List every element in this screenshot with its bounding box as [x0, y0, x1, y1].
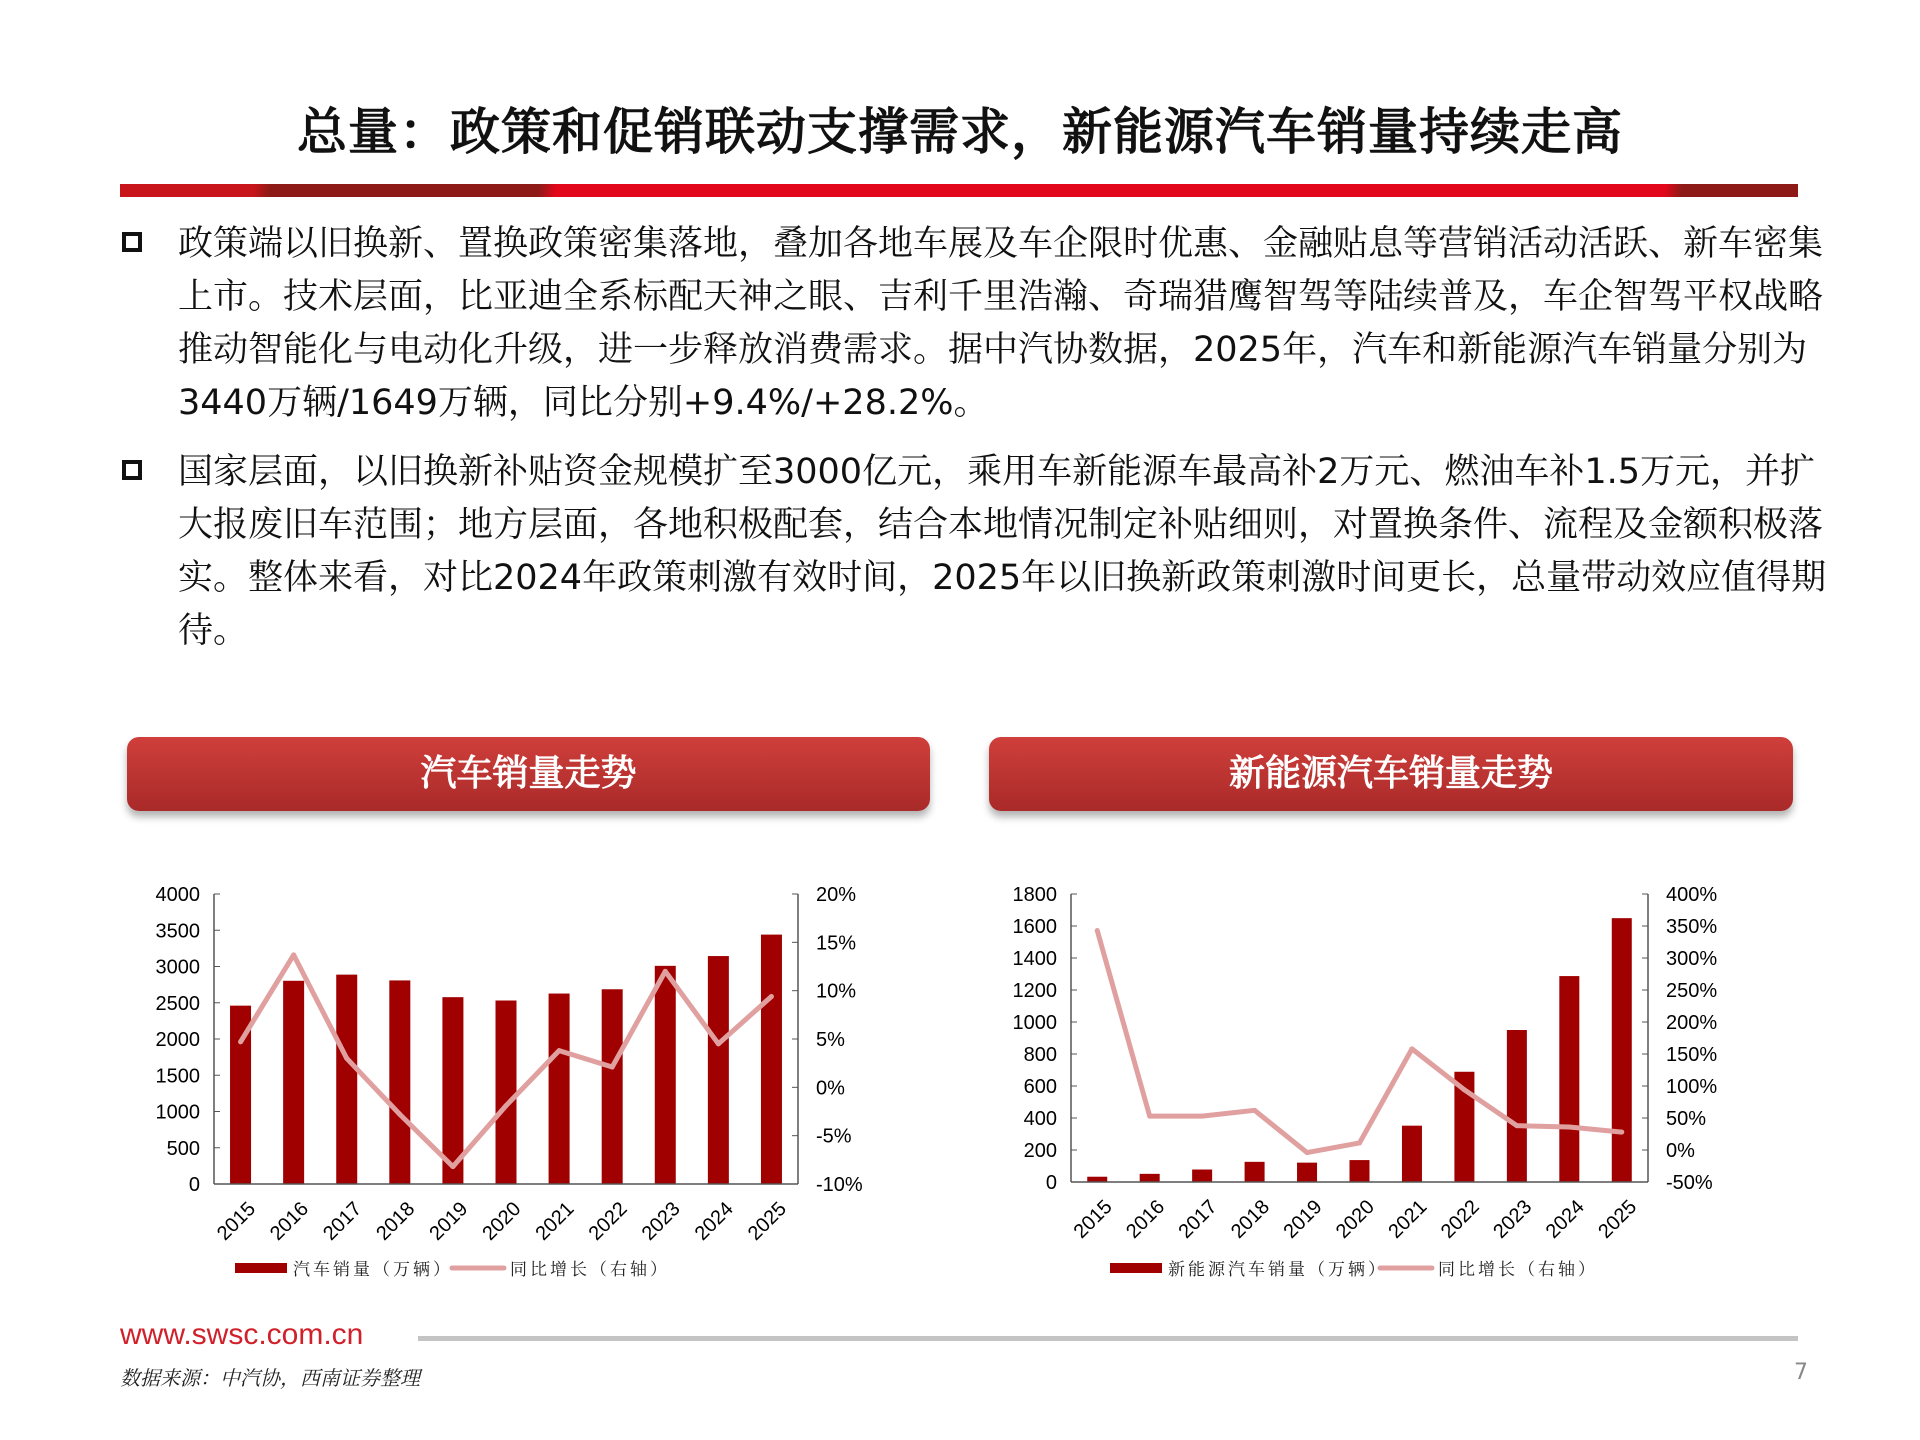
legend-bar-label: 新能源汽车销量（万辆）	[1168, 1260, 1388, 1280]
x-tick-label: 2022	[1436, 1195, 1484, 1243]
growth-point	[1462, 1087, 1467, 1092]
growth-line	[1097, 930, 1622, 1152]
x-tick-label: 2017	[1174, 1195, 1222, 1243]
bar	[1612, 918, 1632, 1182]
growth-point	[1514, 1123, 1519, 1128]
y2-tick-label: 100%	[1666, 1076, 1718, 1098]
x-tick-label: 2018	[1227, 1195, 1275, 1243]
y-tick-label: 2500	[155, 992, 200, 1015]
bullet-item	[120, 218, 1840, 430]
y2-tick-label: 0%	[1666, 1140, 1695, 1162]
y-tick-label: 500	[166, 1137, 200, 1160]
growth-point	[504, 1103, 509, 1108]
bar	[1559, 976, 1579, 1182]
legend-line-label: 同比增长（右轴）	[1438, 1260, 1598, 1280]
y-tick-label: 3000	[155, 956, 200, 979]
y2-tick-label: -5%	[816, 1125, 852, 1148]
bar	[389, 980, 410, 1184]
growth-point	[716, 1041, 721, 1046]
x-tick-label: 2023	[1489, 1195, 1537, 1243]
y-tick-label: 600	[1023, 1076, 1057, 1098]
growth-point	[238, 1039, 243, 1044]
growth-point	[1619, 1130, 1624, 1135]
x-tick-label: 2021	[1384, 1195, 1432, 1243]
auto-sales-chart	[110, 860, 900, 1300]
y2-tick-label: -50%	[1666, 1172, 1713, 1194]
x-tick-label: 2024	[1541, 1195, 1589, 1243]
bar	[1087, 1177, 1107, 1182]
bar	[336, 975, 357, 1184]
bar	[283, 981, 304, 1184]
x-tick-label: 2025	[1594, 1195, 1642, 1243]
x-tick-label: 2016	[266, 1197, 314, 1245]
bar	[1507, 1030, 1527, 1182]
y2-tick-label: 50%	[1666, 1108, 1707, 1130]
bar	[1350, 1160, 1370, 1182]
growth-point	[344, 1056, 349, 1061]
x-tick-label: 2021	[531, 1197, 579, 1245]
growth-point	[1357, 1140, 1362, 1145]
growth-point	[1305, 1150, 1310, 1155]
y2-tick-label: 250%	[1666, 980, 1718, 1002]
y-tick-label: 1400	[1012, 948, 1057, 970]
x-tick-label: 2024	[690, 1197, 738, 1245]
growth-point	[1147, 1114, 1152, 1119]
data-source: 数据来源：中汽协，西南证券整理	[120, 1366, 420, 1390]
y2-tick-label: 0%	[816, 1077, 845, 1100]
x-tick-label: 2015	[212, 1197, 260, 1245]
y-tick-label: 1600	[1012, 916, 1057, 938]
page-number: 7	[1794, 1360, 1808, 1385]
growth-point	[769, 994, 774, 999]
bar	[1297, 1163, 1317, 1182]
bar	[655, 966, 676, 1184]
legend-line-label: 同比增长（右轴）	[510, 1260, 670, 1280]
y2-tick-label: -10%	[816, 1174, 863, 1196]
legend-bar-label: 汽车销量（万辆）	[293, 1260, 453, 1280]
footer-divider	[418, 1336, 1798, 1341]
y-tick-label: 1800	[1012, 884, 1057, 906]
nev-sales-chart	[980, 860, 1800, 1300]
bar	[1192, 1170, 1212, 1182]
y2-tick-label: 400%	[1666, 884, 1718, 906]
y-tick-label: 1000	[1012, 1012, 1057, 1034]
x-tick-label: 2025	[743, 1197, 791, 1245]
legend-bar-swatch	[235, 1263, 287, 1273]
growth-point	[663, 969, 668, 974]
growth-point	[1409, 1046, 1414, 1051]
legend-bar-swatch	[1110, 1263, 1162, 1273]
x-tick-label: 2018	[372, 1197, 420, 1245]
y2-tick-label: 10%	[816, 980, 857, 1003]
y2-tick-label: 20%	[816, 884, 857, 906]
growth-point	[1095, 928, 1100, 933]
square-bullet-icon	[122, 460, 142, 480]
bar	[549, 994, 570, 1184]
bar	[496, 1001, 517, 1184]
bar	[602, 989, 623, 1184]
chart-header-auto-sales: 汽车销量走势	[127, 737, 930, 811]
bar	[1402, 1126, 1422, 1182]
x-tick-label: 2016	[1122, 1195, 1170, 1243]
bullet-text: 政策端以旧换新、置换政策密集落地，叠加各地车展及车企限时优惠、金融贴息等营销活动活跃、新车密集上市。技术层面，比亚迪全系标配天神之眼、吉利千里浩瀚、奇瑞猎鹰智驾等陆续普及，车企智驾平权战略推动智能化与电动化升级，进一步释放消费需求。据中汽协数据，2025年，汽车和新能源汽车销量分别为3440万辆/1649万辆，同比分别+9.4%/+28.2%。	[178, 224, 1824, 423]
x-tick-label: 2017	[319, 1197, 367, 1245]
growth-point	[397, 1112, 402, 1117]
y2-tick-label: 5%	[816, 1029, 845, 1051]
bar	[1140, 1174, 1160, 1182]
y-tick-label: 800	[1023, 1044, 1057, 1066]
growth-point	[610, 1065, 615, 1070]
y-tick-label: 1000	[155, 1101, 200, 1124]
growth-point	[1200, 1114, 1205, 1119]
y-tick-label: 1200	[1012, 980, 1057, 1002]
bullet-text: 国家层面，以旧换新补贴资金规模扩至3000亿元，乘用车新能源车最高补2万元、燃油车补1.5万元，并扩大报废旧车范围；地方层面，各地积极配套，结合本地情况制定补贴细则，对置换条件、流程及金额积极落实。整体来看，对比2024年政策刺激有效时间，2025年以旧换新政策刺激时间更长，总量带动效应值得期待。	[178, 452, 1827, 651]
growth-point	[291, 952, 296, 957]
x-tick-label: 2023	[637, 1197, 685, 1245]
y-tick-label: 400	[1023, 1108, 1057, 1130]
growth-point	[1252, 1108, 1257, 1113]
x-tick-label: 2019	[425, 1197, 473, 1245]
y-tick-label: 3500	[155, 920, 200, 943]
growth-point	[450, 1164, 455, 1169]
bar	[708, 956, 729, 1184]
y-tick-label: 4000	[155, 884, 200, 906]
website-url[interactable]: www.swsc.com.cn	[120, 1318, 364, 1351]
bullet-list	[120, 218, 1840, 674]
bar	[761, 935, 782, 1184]
y2-tick-label: 200%	[1666, 1012, 1718, 1034]
bullet-item	[120, 446, 1840, 658]
x-tick-label: 2020	[478, 1197, 526, 1245]
x-tick-label: 2020	[1331, 1195, 1379, 1243]
y-tick-label: 200	[1023, 1140, 1057, 1162]
growth-point	[557, 1048, 562, 1053]
y2-tick-label: 150%	[1666, 1044, 1718, 1066]
y-tick-label: 2000	[155, 1029, 200, 1051]
x-tick-label: 2022	[584, 1197, 632, 1245]
x-tick-label: 2019	[1279, 1195, 1327, 1243]
page-title: 总量：政策和促销联动支撑需求，新能源汽车销量持续走高	[297, 103, 1623, 161]
y-tick-label: 0	[1045, 1172, 1057, 1194]
growth-point	[1567, 1124, 1572, 1129]
y2-tick-label: 350%	[1666, 916, 1718, 938]
y2-tick-label: 15%	[816, 932, 857, 955]
chart-header-nev-sales: 新能源汽车销量走势	[989, 737, 1793, 811]
bar	[1245, 1162, 1265, 1182]
title-divider	[120, 184, 1798, 197]
y-tick-label: 0	[188, 1174, 200, 1196]
y2-tick-label: 300%	[1666, 948, 1718, 970]
x-tick-label: 2015	[1069, 1195, 1117, 1243]
y-tick-label: 1500	[155, 1065, 200, 1088]
square-bullet-icon	[122, 232, 142, 252]
